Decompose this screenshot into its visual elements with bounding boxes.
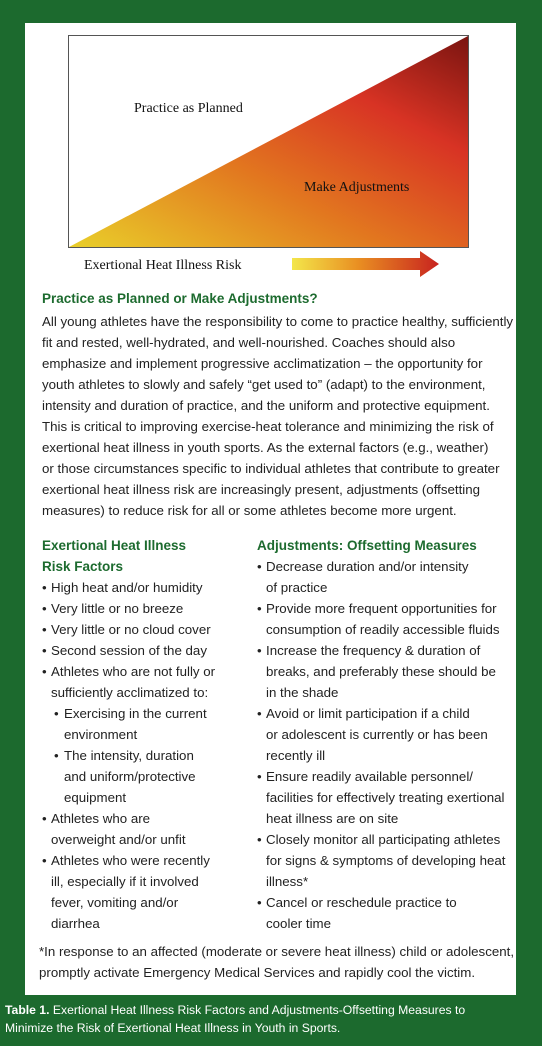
list-item-line: recently ill bbox=[266, 748, 326, 763]
list-item bbox=[257, 829, 512, 892]
risk-factors-title-line1: Exertional Heat Illness bbox=[42, 538, 187, 553]
list-item bbox=[42, 577, 247, 598]
bullet-icon: • bbox=[54, 706, 59, 721]
intro-line: This is critical to improving exercise-heat tolerance and minimizing the risk of bbox=[42, 419, 494, 434]
list-item bbox=[257, 598, 512, 640]
bullet-icon: • bbox=[257, 706, 262, 721]
list-item bbox=[42, 661, 247, 703]
list-item bbox=[42, 598, 247, 619]
list-item-line: cooler time bbox=[266, 916, 332, 931]
practice-as-planned-label: Practice as Planned bbox=[134, 101, 243, 116]
risk-factors-title-line2: Risk Factors bbox=[42, 559, 124, 574]
intro-line: exertional heat illness in youth sports. As the external factors (e.g., weather) bbox=[42, 440, 489, 455]
sub-list-item bbox=[42, 745, 247, 808]
intro-paragraph bbox=[42, 311, 512, 521]
caption-line2: Minimize the Risk of Exertional Heat Illness in Youth in Sports. bbox=[5, 1021, 341, 1035]
risk-triangle-graphic bbox=[68, 35, 470, 250]
bullet-icon: • bbox=[257, 769, 262, 784]
bullet-icon: • bbox=[257, 559, 262, 574]
list-item-line: High heat and/or humidity bbox=[51, 580, 203, 595]
bullet-icon: • bbox=[42, 601, 47, 616]
make-adjustments-label: Make Adjustments bbox=[304, 180, 410, 195]
figure-panel bbox=[25, 23, 516, 995]
list-item bbox=[42, 640, 247, 661]
risk-factors-column bbox=[42, 535, 247, 934]
list-item-line: in the shade bbox=[266, 685, 339, 700]
list-item-line: Ensure readily available personnel/ bbox=[266, 769, 473, 784]
list-item-line: Cancel or reschedule practice to bbox=[266, 895, 457, 910]
intro-line: All young athletes have the responsibility to come to practice healthy, sufficiently bbox=[42, 314, 514, 329]
intro-title: Practice as Planned or Make Adjustments? bbox=[42, 291, 318, 306]
bullet-icon: • bbox=[257, 643, 262, 658]
caption-line1: Exertional Heat Illness Risk Factors and Adjustments-Offsetting Measures to bbox=[49, 1003, 466, 1017]
caption-label: Table 1. bbox=[5, 1003, 50, 1017]
list-item-line: illness* bbox=[266, 874, 309, 889]
list-item bbox=[257, 640, 512, 703]
list-item-line: or adolescent is currently or has been bbox=[266, 727, 488, 742]
risk-triangle-diagram bbox=[68, 35, 470, 250]
bullet-icon: • bbox=[42, 622, 47, 637]
list-item-line: Exercising in the current bbox=[64, 706, 207, 721]
list-item bbox=[257, 556, 512, 598]
bullet-icon: • bbox=[42, 853, 47, 868]
list-item-line: The intensity, duration bbox=[64, 748, 194, 763]
bullet-icon: • bbox=[257, 832, 262, 847]
adjustments-title: Adjustments: Offsetting Measures bbox=[257, 538, 477, 553]
bullet-icon: • bbox=[42, 664, 47, 679]
list-item-line: Athletes who were recently bbox=[51, 853, 210, 868]
list-item bbox=[42, 619, 247, 640]
list-item bbox=[42, 850, 247, 934]
list-item-line: overweight and/or unfit bbox=[51, 832, 186, 847]
list-item-line: Athletes who are bbox=[51, 811, 151, 826]
list-item-line: Provide more frequent opportunities for bbox=[266, 601, 497, 616]
bullet-icon: • bbox=[257, 601, 262, 616]
table-caption bbox=[5, 1001, 537, 1037]
list-item-line: Very little or no breeze bbox=[51, 601, 184, 616]
sub-list-item bbox=[42, 703, 247, 745]
risk-arrow-icon bbox=[292, 249, 442, 279]
list-item-line: Athletes who are not fully or bbox=[51, 664, 216, 679]
intro-line: fit and rested, well-hydrated, and well-nourished. Coaches should also bbox=[42, 335, 456, 350]
bullet-icon: • bbox=[42, 643, 47, 658]
list-item-line: Very little or no cloud cover bbox=[51, 622, 211, 637]
list-item bbox=[42, 808, 247, 850]
list-item-line: for signs & symptoms of developing heat bbox=[266, 853, 506, 868]
bullet-icon: • bbox=[54, 748, 59, 763]
list-item-line: Closely monitor all participating athletes bbox=[266, 832, 501, 847]
list-item-line: environment bbox=[64, 727, 138, 742]
list-item-line: breaks, and preferably these should be bbox=[266, 664, 496, 679]
list-item-line: Decrease duration and/or intensity bbox=[266, 559, 469, 574]
list-item-line: Avoid or limit participation if a child bbox=[266, 706, 470, 721]
footnote bbox=[39, 941, 515, 983]
risk-factors-list bbox=[42, 577, 247, 934]
intro-line: emphasize and implement progressive acclimatization – the opportunity for bbox=[42, 356, 483, 371]
list-item-line: and uniform/protective bbox=[64, 769, 196, 784]
intro-line: intensity and duration of practice, and the uniform and protective equipment. bbox=[42, 398, 490, 413]
adjustments-list bbox=[257, 556, 512, 934]
risk-axis bbox=[25, 249, 516, 279]
intro-line: or those circumstances specific to individual athletes that contribute to greater bbox=[42, 461, 500, 476]
list-item-line: of practice bbox=[266, 580, 328, 595]
list-item bbox=[257, 703, 512, 766]
list-item-line: heat illness are on site bbox=[266, 811, 399, 826]
risk-axis-label: Exertional Heat Illness Risk bbox=[84, 258, 242, 273]
list-item-line: consumption of readily accessible fluids bbox=[266, 622, 500, 637]
bullet-icon: • bbox=[42, 580, 47, 595]
adjustments-column bbox=[257, 535, 512, 934]
list-item-line: fever, vomiting and/or bbox=[51, 895, 179, 910]
intro-line: measures) to reduce risk for all or some athletes become more urgent. bbox=[42, 503, 457, 518]
list-item-line: ill, especially if it involved bbox=[51, 874, 199, 889]
list-item-line: facilities for effectively treating exertional bbox=[266, 790, 505, 805]
list-item-line: Second session of the day bbox=[51, 643, 207, 658]
bullet-icon: • bbox=[257, 895, 262, 910]
list-item-line: sufficiently acclimatized to: bbox=[51, 685, 209, 700]
list-item-line: equipment bbox=[64, 790, 127, 805]
footnote-line: promptly activate Emergency Medical Services and rapidly cool the victim. bbox=[39, 965, 476, 980]
bullet-icon: • bbox=[42, 811, 47, 826]
list-item-line: diarrhea bbox=[51, 916, 100, 931]
footnote-line: *In response to an affected (moderate or severe heat illness) child or adolescent, bbox=[39, 944, 515, 959]
intro-line: youth athletes to slowly and safely “get used to” (adapt) to the environment, bbox=[42, 377, 486, 392]
list-item bbox=[257, 892, 512, 934]
list-item bbox=[257, 766, 512, 829]
intro-line: exertional heat illness risk are increasingly present, adjustments (offsetting bbox=[42, 482, 481, 497]
list-item-line: Increase the frequency & duration of bbox=[266, 643, 481, 658]
